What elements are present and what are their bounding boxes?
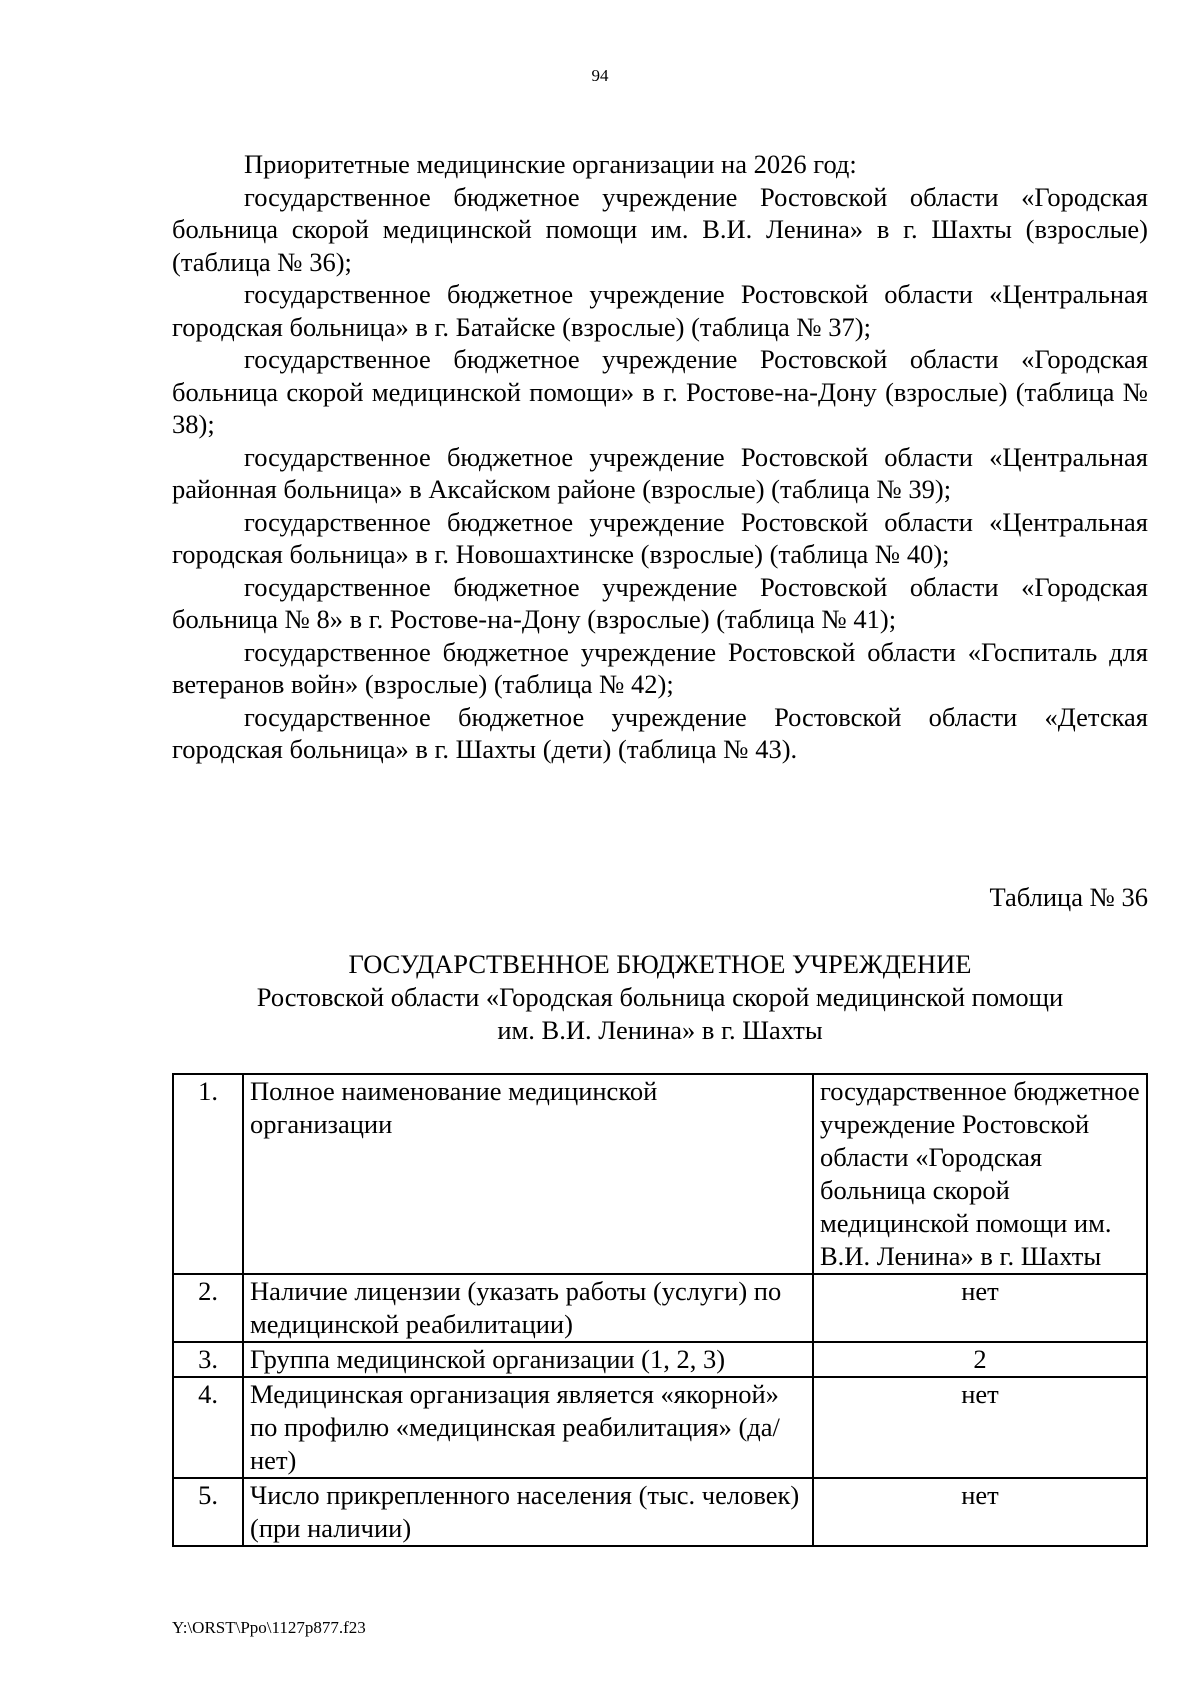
row-value: 2 [813,1342,1147,1377]
paragraph-table-42: государственное бюджетное учреждение Ростовской области «Госпиталь для ветеранов войн» (взрослые) (таблица № 42); [172,636,1148,699]
row-value: нет [813,1274,1147,1342]
table-row [173,1342,1147,1377]
table-number: Таблица № 36 [989,882,1148,912]
table-heading [172,948,1148,1047]
table-row [173,1074,1147,1274]
table-row [173,1274,1147,1342]
row-value: нет [813,1478,1147,1546]
organization-info-table [172,1073,1148,1547]
row-value: государственное бюджетное учреждение Ростовской области «Городская больница скорой медицинской помощи им. В.И. Ленина» в г. Шахты [813,1074,1147,1274]
row-number: 2. [173,1274,243,1342]
intro-line: Приоритетные медицинские организации на 2026 год: [244,149,857,179]
row-number: 4. [173,1377,243,1478]
row-number: 3. [173,1342,243,1377]
row-name: Медицинская организация является «якорной» по профилю «медицинская реабилитация» (да/нет) [243,1377,813,1478]
row-number: 1. [173,1074,243,1274]
table-heading-line-2: Ростовской области «Городская больница скорой медицинской помощи [256,982,1064,1012]
row-name: Группа медицинской организации (1, 2, 3) [243,1342,813,1377]
row-name: Число прикрепленного населения (тыс. человек) (при наличии) [243,1478,813,1546]
row-name: Наличие лицензии (указать работы (услуги) по медицинской реабилитации) [243,1274,813,1342]
paragraph-table-36: государственное бюджетное учреждение Ростовской области «Городская больница скорой медицинской помощи им. В.И. Ленина» в г. Шахты (взрослые) (таблица № 36); [172,181,1148,277]
table-row [173,1377,1147,1478]
page-number: 94 [591,66,609,85]
file-path-footer: Y:\ORST\Ppo\1127p877.f23 [172,1618,366,1637]
row-number: 5. [173,1478,243,1546]
row-value: нет [813,1377,1147,1478]
paragraph-table-40: государственное бюджетное учреждение Ростовской области «Центральная городская больница» в г. Новошахтинске (взрослые) (таблица № 40); [172,506,1148,569]
table-row [173,1478,1147,1546]
paragraph-table-41: государственное бюджетное учреждение Ростовской области «Городская больница № 8» в г. Ростове-на-Дону (взрослые) (таблица № 41); [172,571,1148,634]
paragraph-table-37: государственное бюджетное учреждение Ростовской области «Центральная городская больница» в г. Батайске (взрослые) (таблица № 37); [172,279,1148,342]
paragraph-table-39: государственное бюджетное учреждение Ростовской области «Центральная районная больница» в Аксайском районе (взрослые) (таблица № 39); [172,441,1148,504]
table-heading-line-1: ГОСУДАРСТВЕННОЕ БЮДЖЕТНОЕ УЧРЕЖДЕНИЕ [348,949,972,979]
paragraph-table-38: государственное бюджетное учреждение Ростовской области «Городская больница скорой медицинской помощи» в г. Ростове-на-Дону (взрослые) (таблица № 38); [172,344,1148,439]
row-name: Полное наименование медицинской организации [243,1074,813,1274]
paragraph-table-43: государственное бюджетное учреждение Ростовской области «Детская городская больница» в г. Шахты (дети) (таблица № 43). [172,701,1148,764]
table-heading-line-3: им. В.И. Ленина» в г. Шахты [497,1015,823,1045]
document-body [172,148,1148,766]
